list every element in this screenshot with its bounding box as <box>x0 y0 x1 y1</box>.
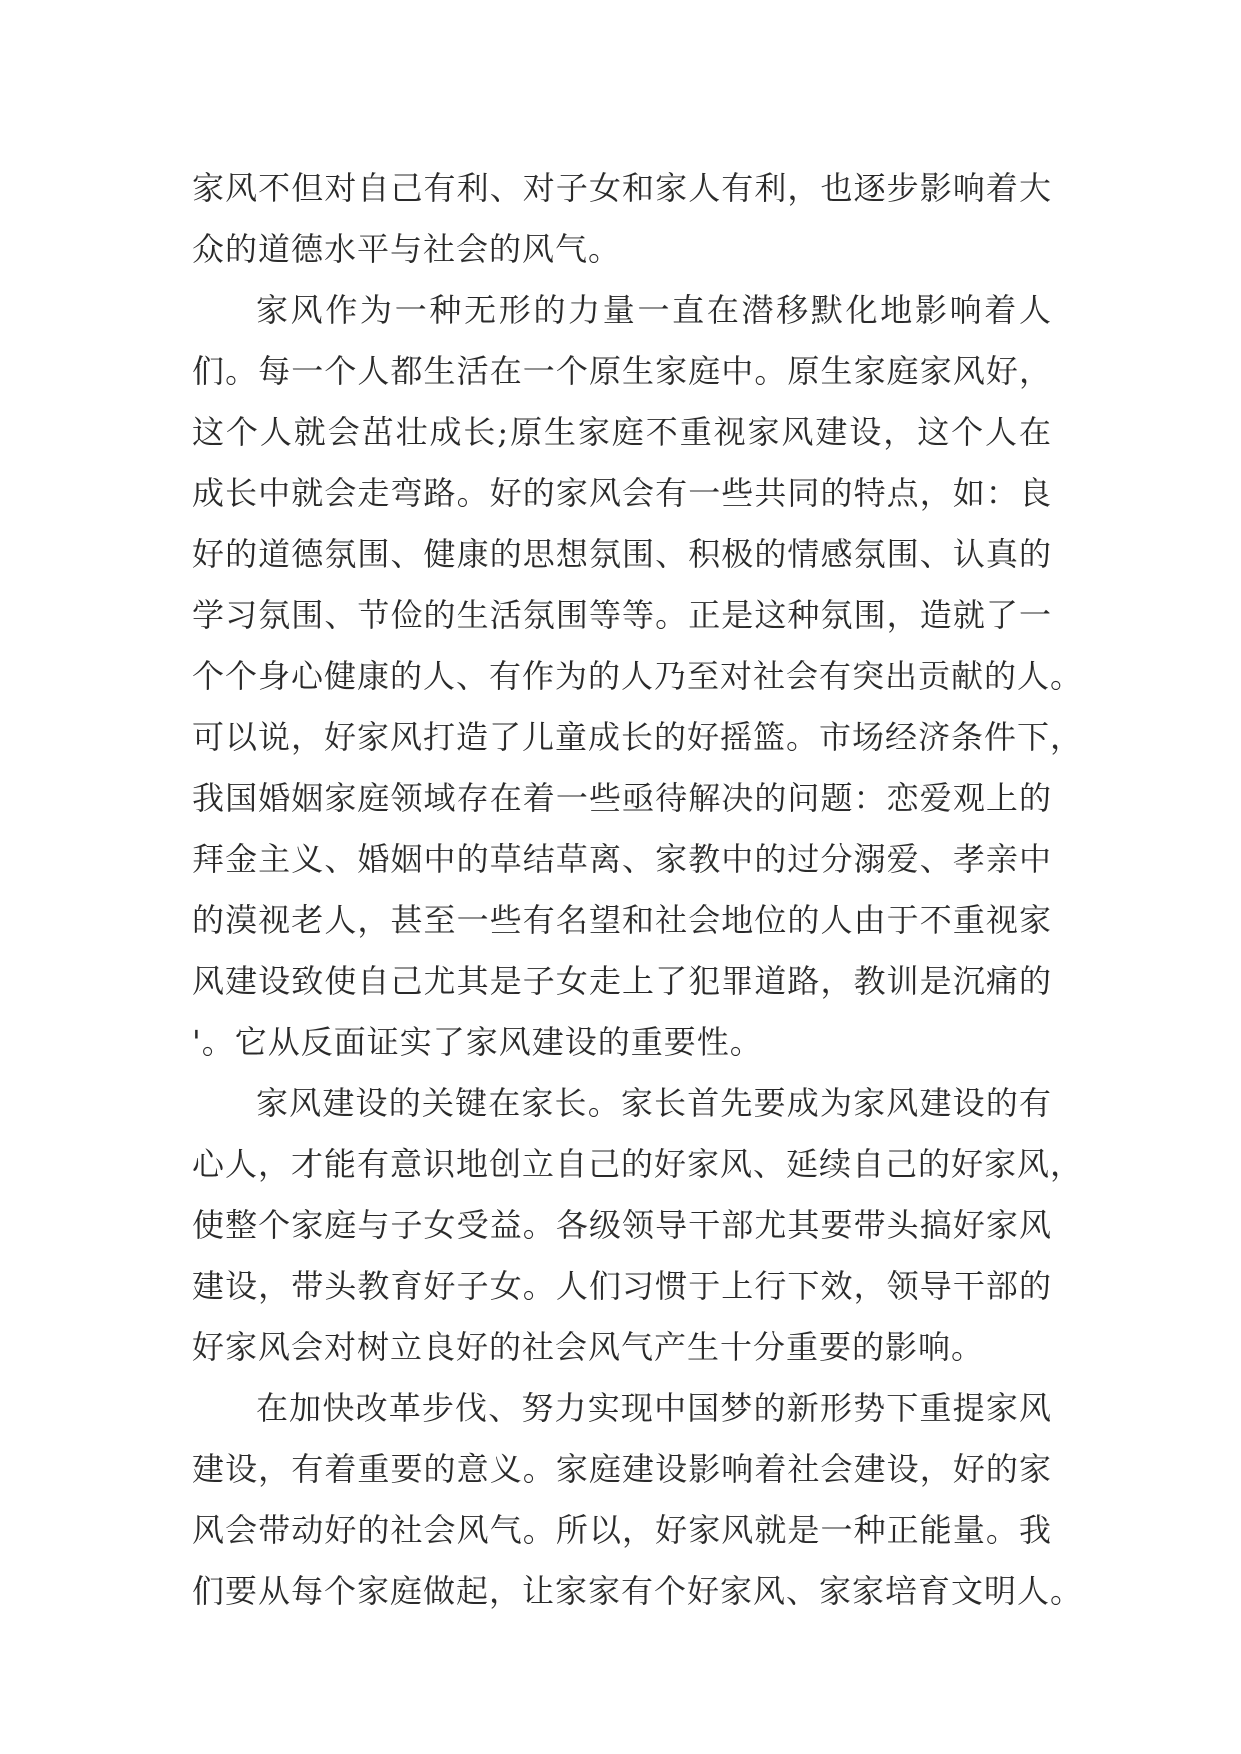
text-line: 成长中就会走弯路。好的家风会有一些共同的特点，如：良 <box>192 474 1052 512</box>
text-line: 可以说，好家风打造了儿童成长的好摇篮。市场经济条件下， <box>192 718 1084 756</box>
text-line: 家风作为一种无形的力量一直在潜移默化地影响着人 <box>256 291 1052 329</box>
text-line: 这个人就会茁壮成长;原生家庭不重视家风建设，这个人在 <box>192 413 1052 451</box>
text-line: 家风不但对自己有利、对子女和家人有利，也逐步影响着大 <box>192 169 1052 207</box>
text-line: 学习氛围、节俭的生活氛围等等。正是这种氛围，造就了一 <box>192 596 1052 634</box>
text-line: 风会带动好的社会风气。所以，好家风就是一种正能量。我 <box>192 1511 1052 1549</box>
paragraph-1 <box>192 158 1052 280</box>
text-line: 心人，才能有意识地创立自己的好家风、延续自己的好家风， <box>192 1145 1084 1183</box>
text-line: 在加快改革步伐、努力实现中国梦的新形势下重提家风 <box>256 1389 1052 1427</box>
paragraph-2 <box>192 280 1084 1073</box>
text-line: 好的道德氛围、健康的思想氛围、积极的情感氛围、认真的 <box>192 535 1052 573</box>
text-line: '。它从反面证实了家风建设的重要性。 <box>192 1023 763 1061</box>
body-text <box>192 158 1084 1622</box>
text-line: 众的道德水平与社会的风气。 <box>192 230 622 268</box>
text-line: 使整个家庭与子女受益。各级领导干部尤其要带头搞好家风 <box>192 1206 1052 1244</box>
text-line: 的漠视老人，甚至一些有名望和社会地位的人由于不重视家 <box>192 901 1052 939</box>
text-line: 家风建设的关键在家长。家长首先要成为家风建设的有 <box>256 1084 1052 1122</box>
text-line: 个个身心健康的人、有作为的人乃至对社会有突出贡献的人。 <box>192 657 1084 695</box>
paragraph-4 <box>192 1378 1084 1622</box>
text-line: 建设，有着重要的意义。家庭建设影响着社会建设，好的家 <box>192 1450 1052 1488</box>
text-line: 拜金主义、婚姻中的草结草离、家教中的过分溺爱、孝亲中 <box>192 840 1052 878</box>
text-line: 建设，带头教育好子女。人们习惯于上行下效，领导干部的 <box>192 1267 1052 1305</box>
paragraph-3 <box>192 1073 1084 1378</box>
text-line: 我国婚姻家庭领域存在着一些亟待解决的问题：恋爱观上的 <box>192 779 1052 817</box>
text-line: 们。每一个人都生活在一个原生家庭中。原生家庭家风好， <box>192 352 1052 390</box>
text-line: 风建设致使自己尤其是子女走上了犯罪道路，教训是沉痛的 <box>192 962 1052 1000</box>
text-line: 好家风会对树立良好的社会风气产生十分重要的影响。 <box>192 1328 985 1366</box>
text-line: 们要从每个家庭做起，让家家有个好家风、家家培育文明人。 <box>192 1572 1084 1610</box>
